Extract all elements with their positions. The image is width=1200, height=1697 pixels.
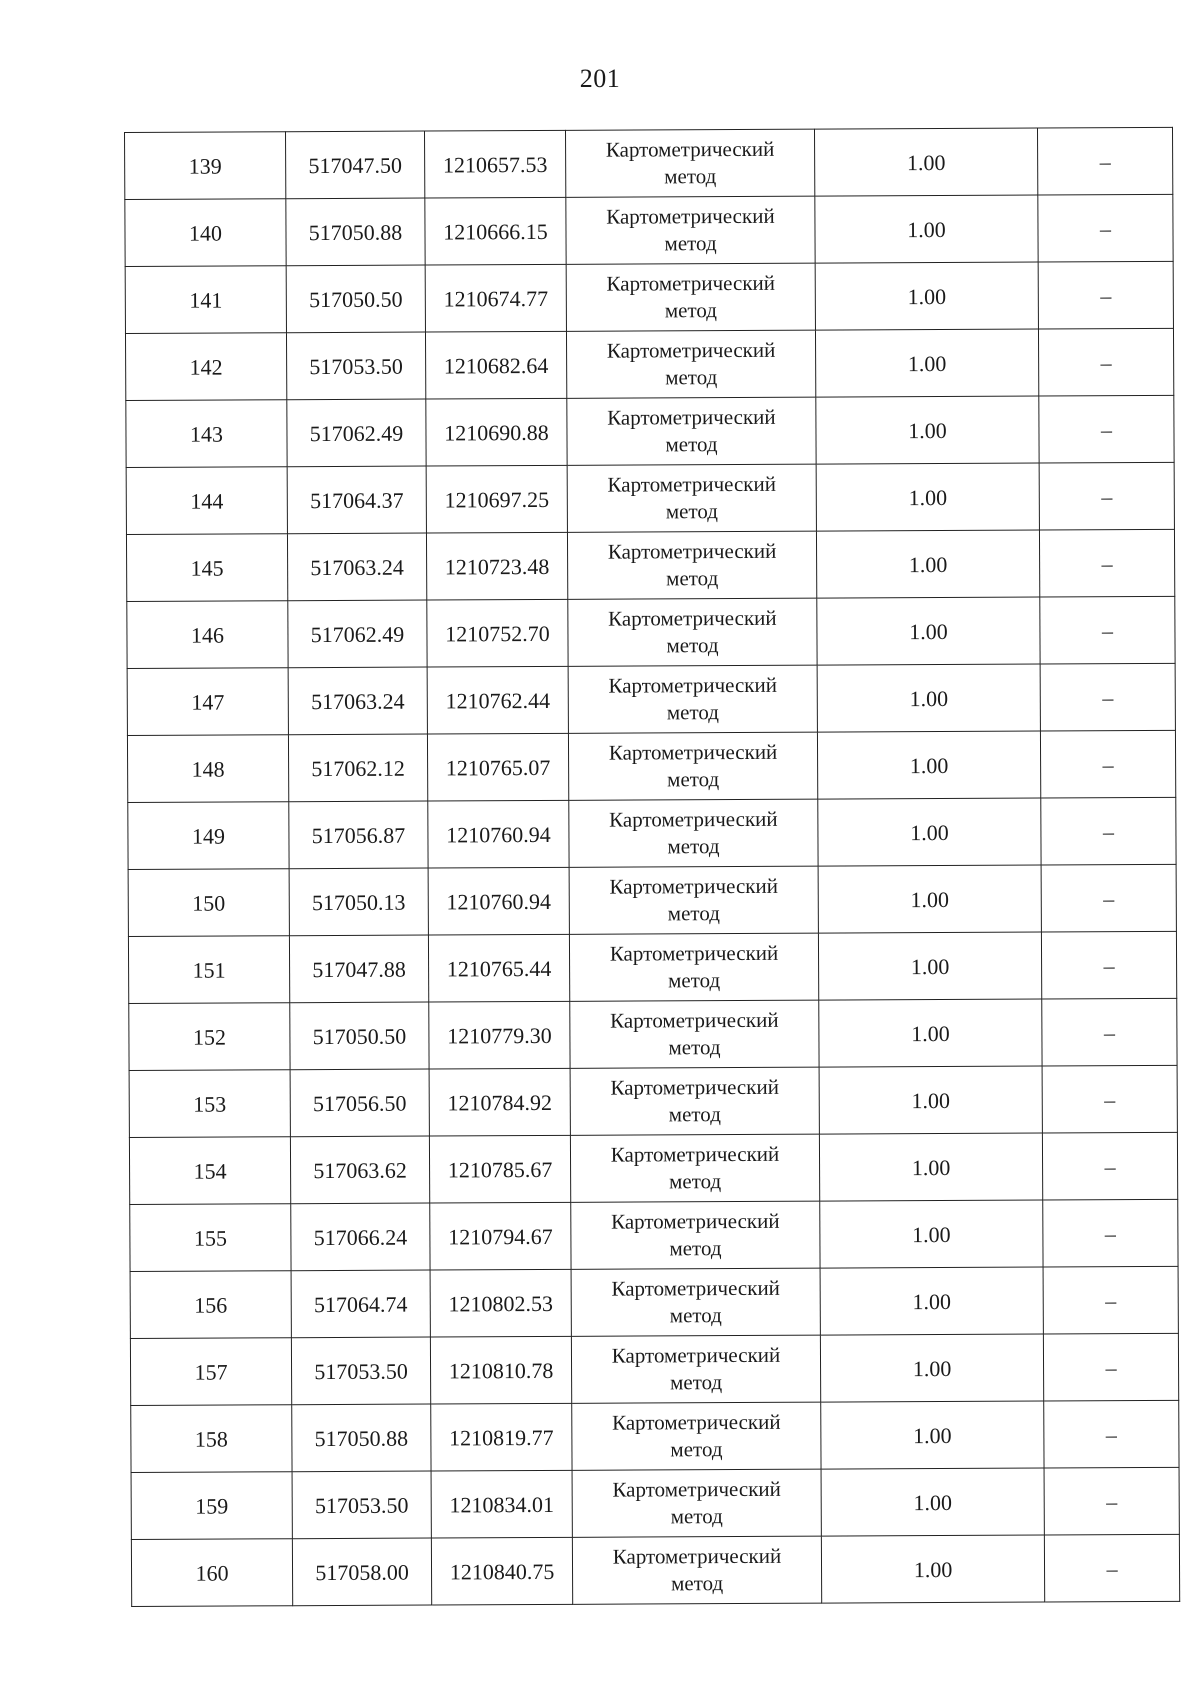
note-cell: –	[1040, 663, 1175, 731]
note-cell: –	[1043, 1199, 1178, 1267]
y-coordinate-cell: 1210697.25	[426, 465, 567, 533]
y-coordinate-cell: 1210674.77	[425, 264, 566, 332]
x-coordinate-cell: 517053.50	[291, 1337, 430, 1405]
table-row	[129, 998, 1177, 1070]
point-number-cell: 143	[126, 400, 287, 468]
note-cell: –	[1038, 261, 1173, 329]
note-cell: –	[1041, 931, 1176, 999]
point-number-cell: 158	[131, 1405, 292, 1473]
coordinates-table-wrapper	[124, 127, 1173, 1607]
x-coordinate-cell: 517050.50	[286, 265, 425, 333]
point-number-cell: 155	[130, 1204, 291, 1272]
x-coordinate-cell: 517050.88	[292, 1404, 431, 1472]
precision-cell: 1.00	[820, 1334, 1043, 1402]
note-cell: –	[1042, 1132, 1177, 1200]
precision-cell: 1.00	[814, 128, 1037, 196]
y-coordinate-cell: 1210765.07	[427, 733, 568, 801]
table-row	[130, 1199, 1178, 1271]
note-cell: –	[1044, 1467, 1179, 1535]
precision-cell: 1.00	[821, 1401, 1044, 1469]
method-cell: Картометрический метод	[571, 1201, 820, 1269]
method-cell: Картометрический метод	[566, 263, 815, 331]
point-number-cell: 140	[125, 199, 286, 267]
x-coordinate-cell: 517050.13	[289, 868, 428, 936]
table-row	[125, 127, 1173, 199]
method-cell: Картометрический метод	[572, 1536, 821, 1604]
precision-cell: 1.00	[819, 1066, 1042, 1134]
note-cell: –	[1039, 462, 1174, 530]
x-coordinate-cell: 517056.87	[289, 801, 428, 869]
method-cell: Картометрический метод	[568, 598, 817, 666]
table-row	[130, 1266, 1178, 1338]
note-cell: –	[1044, 1534, 1179, 1602]
table-row	[126, 395, 1174, 467]
method-cell: Картометрический метод	[568, 732, 817, 800]
note-cell: –	[1038, 328, 1173, 396]
method-cell: Картометрический метод	[566, 196, 815, 264]
precision-cell: 1.00	[816, 396, 1039, 464]
y-coordinate-cell: 1210666.15	[425, 197, 566, 265]
method-cell: Картометрический метод	[569, 933, 818, 1001]
point-number-cell: 157	[130, 1338, 291, 1406]
y-coordinate-cell: 1210760.94	[428, 867, 569, 935]
table-row	[130, 1333, 1178, 1405]
x-coordinate-cell: 517063.62	[290, 1136, 429, 1204]
precision-cell: 1.00	[821, 1535, 1044, 1603]
method-cell: Картометрический метод	[567, 464, 816, 532]
table-row	[125, 328, 1173, 400]
precision-cell: 1.00	[818, 865, 1041, 933]
y-coordinate-cell: 1210690.88	[426, 398, 567, 466]
table-row	[126, 529, 1174, 601]
point-number-cell: 151	[128, 936, 289, 1004]
precision-cell: 1.00	[816, 530, 1039, 598]
table-row	[127, 730, 1175, 802]
x-coordinate-cell: 517053.50	[292, 1471, 431, 1539]
precision-cell: 1.00	[815, 329, 1038, 397]
x-coordinate-cell: 517062.49	[287, 399, 426, 467]
note-cell: –	[1040, 730, 1175, 798]
table-row	[129, 1132, 1177, 1204]
method-cell: Картометрический метод	[570, 1134, 819, 1202]
x-coordinate-cell: 517064.74	[291, 1270, 430, 1338]
note-cell: –	[1041, 864, 1176, 932]
note-cell: –	[1041, 797, 1176, 865]
y-coordinate-cell: 1210760.94	[428, 800, 569, 868]
x-coordinate-cell: 517056.50	[290, 1069, 429, 1137]
note-cell: –	[1042, 998, 1177, 1066]
note-cell: –	[1043, 1333, 1178, 1401]
precision-cell: 1.00	[820, 1267, 1043, 1335]
x-coordinate-cell: 517064.37	[287, 466, 426, 534]
x-coordinate-cell: 517053.50	[286, 332, 425, 400]
coordinates-table	[124, 127, 1180, 1607]
note-cell: –	[1039, 395, 1174, 463]
x-coordinate-cell: 517062.49	[288, 600, 427, 668]
point-number-cell: 142	[125, 333, 286, 401]
method-cell: Картометрический метод	[569, 799, 818, 867]
note-cell: –	[1039, 529, 1174, 597]
method-cell: Картометрический метод	[571, 1268, 820, 1336]
precision-cell: 1.00	[818, 932, 1041, 1000]
point-number-cell: 153	[129, 1070, 290, 1138]
point-number-cell: 139	[125, 132, 286, 200]
precision-cell: 1.00	[815, 195, 1038, 263]
method-cell: Картометрический метод	[571, 1335, 820, 1403]
note-cell: –	[1044, 1400, 1179, 1468]
note-cell: –	[1042, 1065, 1177, 1133]
precision-cell: 1.00	[819, 1133, 1042, 1201]
table-row	[128, 864, 1176, 936]
precision-cell: 1.00	[820, 1200, 1043, 1268]
precision-cell: 1.00	[817, 731, 1040, 799]
y-coordinate-cell: 1210840.75	[431, 1537, 572, 1605]
method-cell: Картометрический метод	[570, 1000, 819, 1068]
method-cell: Картометрический метод	[569, 866, 818, 934]
x-coordinate-cell: 517062.12	[288, 734, 427, 802]
y-coordinate-cell: 1210810.78	[430, 1336, 571, 1404]
y-coordinate-cell: 1210762.44	[427, 666, 568, 734]
page-number: 201	[579, 64, 621, 93]
point-number-cell: 150	[128, 869, 289, 937]
coordinates-table-body	[125, 127, 1180, 1606]
y-coordinate-cell: 1210784.92	[429, 1068, 570, 1136]
y-coordinate-cell: 1210765.44	[428, 934, 569, 1002]
note-cell: –	[1040, 596, 1175, 664]
point-number-cell: 141	[125, 266, 286, 334]
precision-cell: 1.00	[817, 664, 1040, 732]
table-row	[131, 1400, 1179, 1472]
note-cell: –	[1037, 127, 1172, 195]
method-cell: Картометрический метод	[570, 1067, 819, 1135]
table-row	[128, 931, 1176, 1003]
precision-cell: 1.00	[815, 262, 1038, 330]
table-row	[129, 1065, 1177, 1137]
point-number-cell: 145	[126, 534, 287, 602]
method-cell: Картометрический метод	[566, 330, 815, 398]
x-coordinate-cell: 517066.24	[291, 1203, 430, 1271]
x-coordinate-cell: 517050.50	[290, 1002, 429, 1070]
point-number-cell: 156	[130, 1271, 291, 1339]
precision-cell: 1.00	[816, 463, 1039, 531]
y-coordinate-cell: 1210682.64	[425, 331, 566, 399]
method-cell: Картометрический метод	[565, 129, 814, 197]
method-cell: Картометрический метод	[567, 531, 816, 599]
x-coordinate-cell: 517063.24	[287, 533, 426, 601]
table-row	[126, 462, 1174, 534]
precision-cell: 1.00	[821, 1468, 1044, 1536]
precision-cell: 1.00	[819, 999, 1042, 1067]
x-coordinate-cell: 517047.88	[289, 935, 428, 1003]
table-row	[127, 663, 1175, 735]
point-number-cell: 152	[129, 1003, 290, 1071]
x-coordinate-cell: 517063.24	[288, 667, 427, 735]
method-cell: Картометрический метод	[572, 1402, 821, 1470]
y-coordinate-cell: 1210723.48	[426, 532, 567, 600]
point-number-cell: 160	[131, 1539, 292, 1607]
precision-cell: 1.00	[818, 798, 1041, 866]
x-coordinate-cell: 517058.00	[292, 1538, 431, 1606]
table-row	[131, 1534, 1179, 1606]
point-number-cell: 149	[128, 802, 289, 870]
y-coordinate-cell: 1210802.53	[430, 1269, 571, 1337]
point-number-cell: 159	[131, 1472, 292, 1540]
x-coordinate-cell: 517047.50	[286, 131, 425, 199]
table-row	[127, 596, 1175, 668]
precision-cell: 1.00	[817, 597, 1040, 665]
table-row	[131, 1467, 1179, 1539]
y-coordinate-cell: 1210785.67	[429, 1135, 570, 1203]
note-cell: –	[1038, 194, 1173, 262]
point-number-cell: 148	[127, 735, 288, 803]
y-coordinate-cell: 1210834.01	[431, 1470, 572, 1538]
note-cell: –	[1043, 1266, 1178, 1334]
y-coordinate-cell: 1210657.53	[424, 130, 565, 198]
y-coordinate-cell: 1210752.70	[427, 599, 568, 667]
method-cell: Картометрический метод	[567, 397, 816, 465]
point-number-cell: 147	[127, 668, 288, 736]
y-coordinate-cell: 1210779.30	[429, 1001, 570, 1069]
table-row	[125, 194, 1173, 266]
y-coordinate-cell: 1210794.67	[430, 1202, 571, 1270]
x-coordinate-cell: 517050.88	[286, 198, 425, 266]
table-row	[128, 797, 1176, 869]
point-number-cell: 144	[126, 467, 287, 535]
method-cell: Картометрический метод	[568, 665, 817, 733]
point-number-cell: 154	[129, 1137, 290, 1205]
y-coordinate-cell: 1210819.77	[431, 1403, 572, 1471]
method-cell: Картометрический метод	[572, 1469, 821, 1537]
table-row	[125, 261, 1173, 333]
point-number-cell: 146	[127, 601, 288, 669]
